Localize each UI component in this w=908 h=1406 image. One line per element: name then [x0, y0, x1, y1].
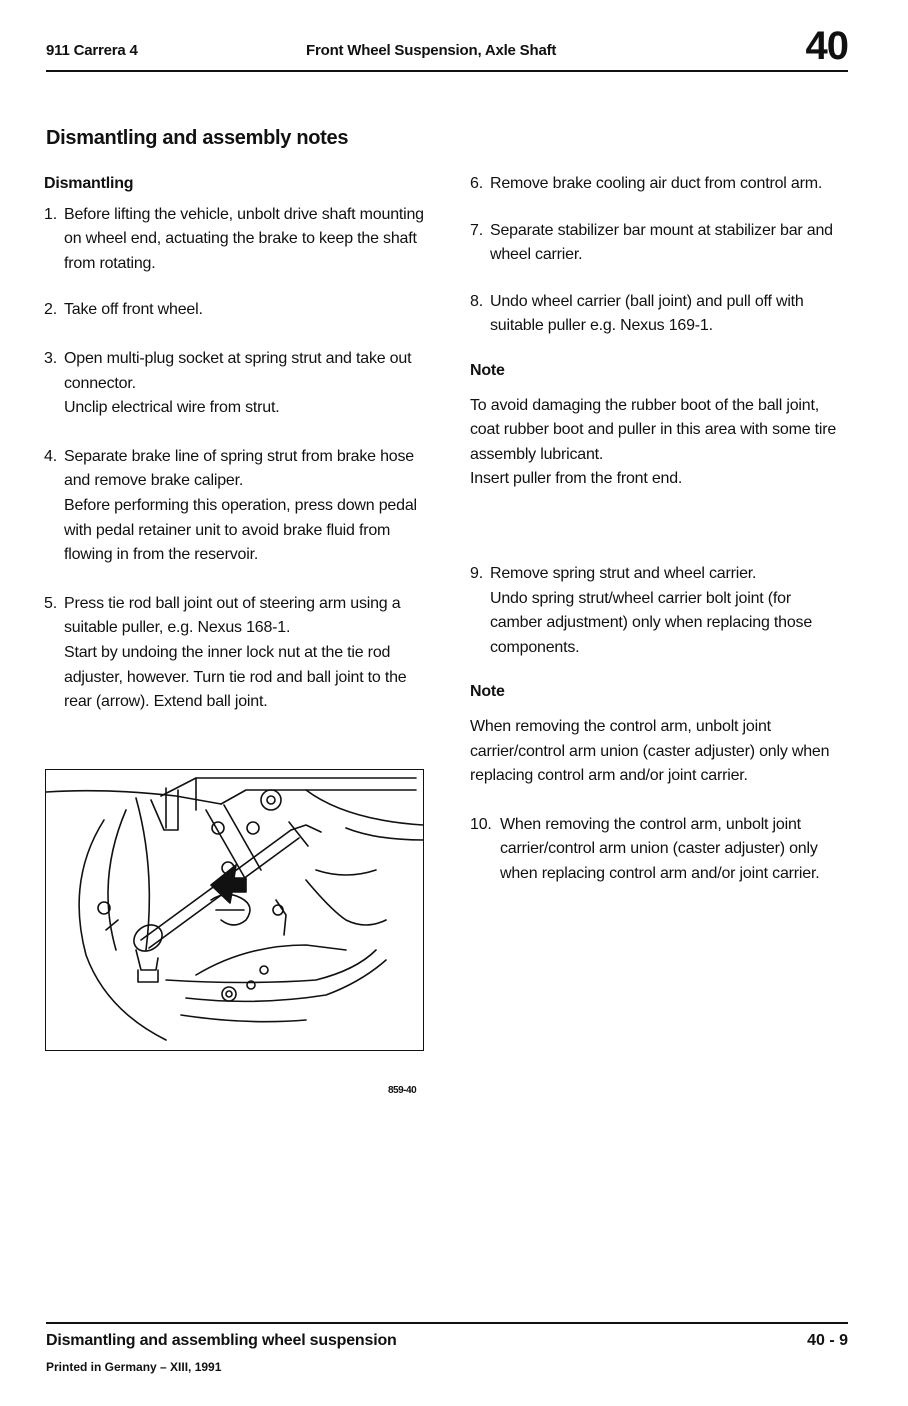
step-3	[44, 347, 434, 421]
left-column	[44, 172, 434, 715]
note-text	[470, 394, 840, 492]
note-text: When removing the control arm, unbolt joint carrier/control arm union (caster adjuster) only when replacing control arm and/or joint carrier.	[470, 717, 830, 785]
step-8	[470, 290, 840, 339]
step-text: Remove brake cooling air duct from control arm.	[490, 175, 823, 192]
note-heading: Note	[470, 683, 505, 701]
step-text: Open multi-plug socket at spring strut and take out connector.	[64, 349, 412, 392]
step-text: Start by undoing the inner lock nut at the tie rod adjuster, however. Turn tie rod and ball joint to the rear (arrow). Extend ball joint.	[64, 643, 407, 711]
step-number: 6.	[470, 175, 483, 192]
step-7	[470, 219, 840, 268]
footer-title: Dismantling and assembling wheel suspension	[46, 1332, 397, 1349]
step-number: 7.	[470, 221, 483, 239]
step-5	[44, 592, 434, 715]
page-number: 40 - 9	[807, 1332, 848, 1349]
page-title: Dismantling and assembly notes	[46, 127, 349, 149]
group-number: 40	[805, 24, 848, 68]
step-text: Unclip electrical wire from strut.	[64, 399, 280, 417]
step-9	[470, 562, 840, 660]
note-line: Insert puller from the front end.	[470, 470, 683, 488]
subheading-dismantling: Dismantling	[44, 175, 134, 192]
step-text: Undo wheel carrier (ball joint) and pull off with suitable puller e.g. Nexus 169-1.	[490, 292, 804, 335]
figure-code: 859-40	[388, 1085, 417, 1096]
note-heading: Note	[470, 361, 505, 379]
step-number: 5.	[44, 594, 57, 612]
step-number: 1.	[44, 205, 57, 223]
page-header	[46, 26, 848, 72]
step-text: Remove spring strut and wheel carrier.	[490, 564, 757, 582]
step-10	[470, 813, 840, 887]
step-text: Before lifting the vehicle, unbolt drive shaft mounting on wheel end, actuating the brake to keep the shaft from rotating.	[64, 205, 424, 272]
step-number: 4.	[44, 447, 57, 465]
step-text: Undo spring strut/wheel carrier bolt joint (for camber adjustment) only when replacing those components.	[490, 589, 813, 656]
step-text: Press tie rod ball joint out of steering arm using a suitable puller, e.g. Nexus 168-1.	[64, 594, 401, 637]
step-number: 8.	[470, 292, 483, 310]
step-text: Take off front wheel.	[64, 301, 203, 319]
page-footer	[46, 1322, 848, 1374]
step-number: 2.	[44, 301, 57, 319]
step-text: Separate brake line of spring strut from brake hose and remove brake caliper.	[64, 447, 414, 490]
step-4	[44, 445, 434, 568]
step-text: When removing the control arm, unbolt joint carrier/control arm union (caster adjuster) only when replacing control arm and/or joint carrier.	[500, 815, 820, 882]
step-text: Before performing this operation, press down pedal with pedal retainer unit to avoid brake fluid from flowing in from the reservoir.	[64, 496, 417, 564]
note-line: To avoid damaging the rubber boot of the ball joint, coat rubber boot and puller in this area with some tire assembly lubricant.	[470, 396, 837, 463]
step-number: 9.	[470, 564, 483, 582]
right-column	[470, 172, 840, 886]
section-name: Front Wheel Suspension, Axle Shaft	[306, 42, 557, 59]
step-6	[470, 172, 840, 197]
step-2	[44, 298, 434, 323]
step-text: Separate stabilizer bar mount at stabilizer bar and wheel carrier.	[490, 221, 833, 264]
model-name: 911 Carrera 4	[46, 42, 138, 59]
suspension-illustration	[45, 769, 424, 1051]
step-1	[44, 203, 434, 277]
print-info: Printed in Germany – XIII, 1991	[46, 1360, 222, 1374]
step-number: 3.	[44, 349, 57, 367]
step-number: 10.	[470, 815, 492, 833]
